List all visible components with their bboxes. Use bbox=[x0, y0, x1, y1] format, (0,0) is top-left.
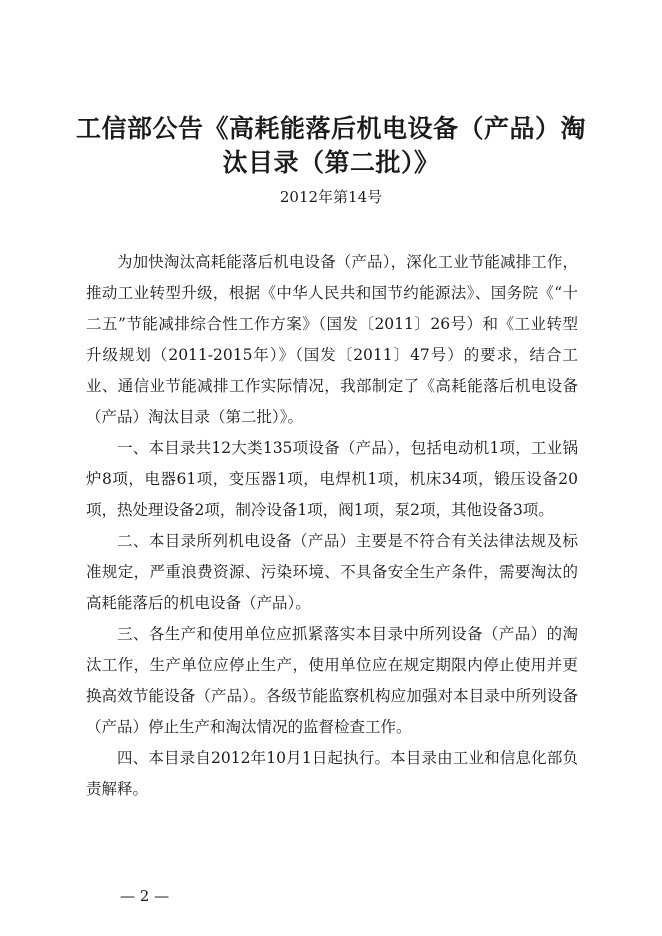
paragraph-item-1: 一、本目录共12大类135项设备（产品），包括电动机1项，工业锅炉8项，电器61项，变压器1项，电焊机1项，机床34项，锻压设备20项，热处理设备2项，制冷设备1项，阀1项，泵2项，其他设备3项。 bbox=[86, 439, 578, 519]
page-number: — 2 — bbox=[120, 887, 170, 905]
paragraph-item-4: 四、本目录自2012年10月1日起执行。本目录由工业和信息化部负责解释。 bbox=[86, 749, 578, 798]
paragraph-item-3: 三、各生产和使用单位应抓紧落实本目录中所列设备（产品）的淘汰工作，生产单位应停止生产，使用单位应在规定期限内停止使用并更换高效节能设备（产品）。各级节能监察机构应加强对本目录中所列设备（产品）停止生产和淘汰情况的监督检查工作。 bbox=[86, 625, 578, 736]
paragraph-item-2: 二、本目录所列机电设备（产品）主要是不符合有关法律法规及标准规定，严重浪费资源、污染环境、不具备安全生产条件，需要淘汰的高耗能落后的机电设备（产品）。 bbox=[86, 532, 578, 612]
document-number: 2012年第14号 bbox=[279, 188, 383, 206]
paragraph-intro: 为加快淘汰高耗能落后机电设备（产品），深化工业节能减排工作，推动工业转型升级，根据《中华人民共和国节约能源法》、国务院《“十二五”节能减排综合性工作方案》（国发〔2011〕26号）和《工业转型升级规划（2011-2015年）》（国发〔2011〕47号）的要求，结合工业、通信业节能减排工作实际情况，我部制定了《高耗能落后机电设备（产品）淘汰目录（第二批）》。 bbox=[86, 253, 578, 426]
document-body bbox=[86, 247, 578, 805]
document-title: 工信部公告《高耗能落后机电设备（产品）淘汰目录（第二批）》 bbox=[75, 114, 586, 177]
